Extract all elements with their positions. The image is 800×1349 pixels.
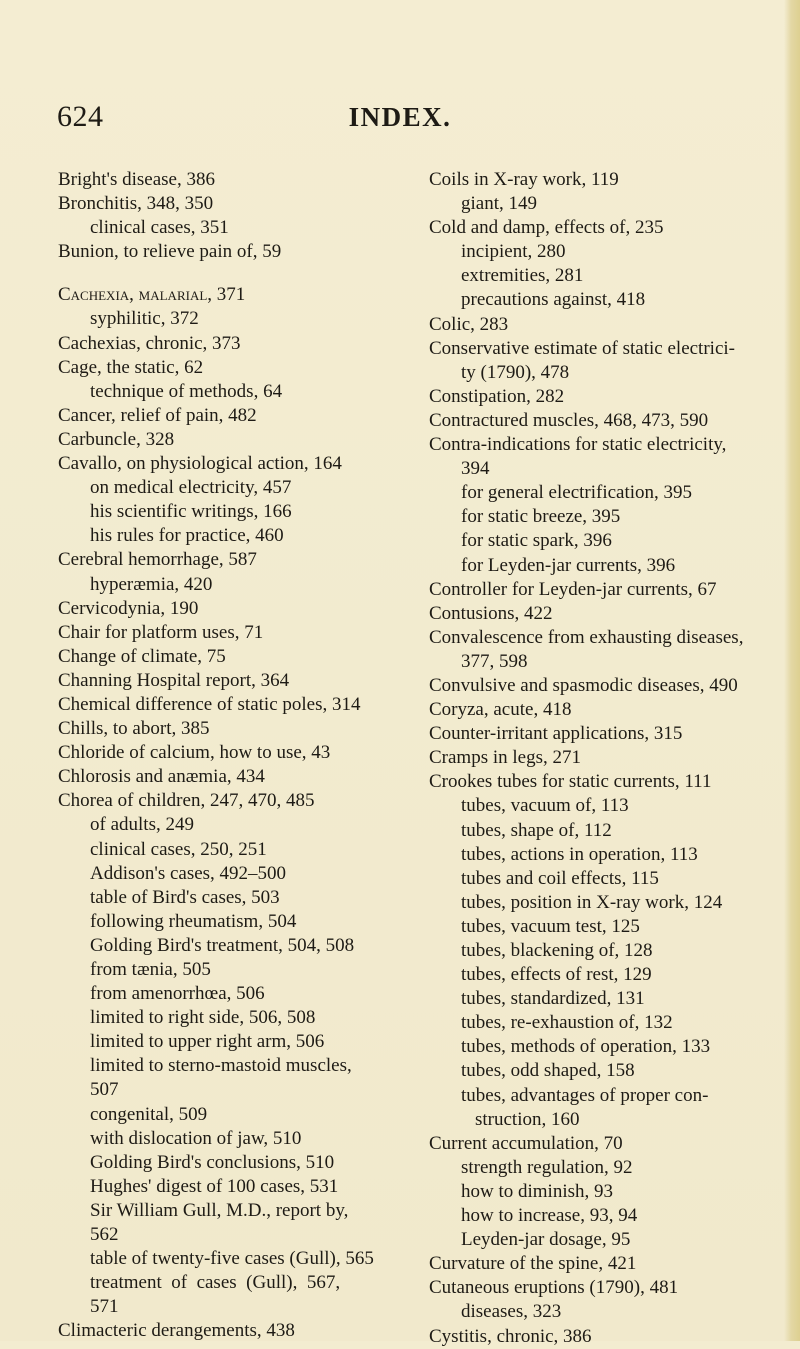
page-number: 624 — [57, 100, 104, 133]
index-entry: Channing Hospital report, 364 — [58, 669, 290, 691]
index-entry: Contusions, 422 — [429, 602, 553, 624]
index-subentry: extremities, 281 — [461, 265, 584, 287]
index-subentry: hyperæmia, 420 — [90, 573, 213, 595]
index-entry: Climacteric derangements, 438 — [58, 1320, 295, 1342]
index-entry: Cervicodynia, 190 — [58, 597, 199, 619]
index-entry: Conservative estimate of static electrici- — [429, 337, 735, 359]
section-gap — [58, 264, 403, 283]
index-subentry: limited to upper right arm, 506 — [90, 1031, 325, 1053]
index-entry: Cystitis, chronic, 386 — [429, 1325, 592, 1347]
index-entry: Cachexias, chronic, 373 — [58, 332, 241, 354]
index-entry: Counter-irritant applications, 315 — [429, 723, 683, 745]
index-subentry: tubes, vacuum test, 125 — [461, 915, 640, 937]
index-entry: Convalescence from exhausting diseases, — [429, 626, 744, 648]
index-entry: Contra-indications for static electricity, — [429, 434, 727, 456]
index-subentry: for static breeze, 395 — [461, 506, 621, 528]
index-entry: Bunion, to relieve pain of, 59 — [58, 241, 282, 263]
index-subentry: table of twenty-five cases (Gull), 565 — [90, 1248, 374, 1270]
index-column-right — [429, 168, 779, 1349]
index-subentry: following rheumatism, 504 — [90, 910, 297, 932]
index-entry: Cerebral hemorrhage, 587 — [58, 549, 257, 571]
index-subentry: 377, 598 — [461, 650, 528, 672]
index-subentry: how to increase, 93, 94 — [461, 1205, 638, 1227]
index-entry: Constipation, 282 — [429, 385, 565, 407]
index-subentry: his scientific writings, 166 — [90, 501, 292, 523]
index-subentry: 507 — [90, 1079, 119, 1101]
index-entry: Carbuncle, 328 — [58, 428, 175, 450]
index-subentry: limited to sterno-mastoid muscles, — [90, 1055, 352, 1077]
index-subentry: his rules for practice, 460 — [90, 525, 284, 547]
index-subentry: table of Bird's cases, 503 — [90, 886, 280, 908]
index-subentry: for Leyden-jar currents, 396 — [461, 554, 676, 576]
page-edge-shadow — [784, 0, 800, 1341]
index-subentry: tubes, methods of operation, 133 — [461, 1036, 711, 1058]
index-entry: Contractured muscles, 468, 473, 590 — [429, 409, 709, 431]
index-subentry: tubes, re-exhaustion of, 132 — [461, 1012, 673, 1034]
index-subentry: clinical cases, 250, 251 — [90, 838, 267, 860]
index-subentry: congenital, 509 — [90, 1103, 208, 1125]
index-subentry: from tænia, 505 — [90, 959, 211, 980]
index-entry: Bright's disease, 386 — [58, 169, 215, 190]
index-entry: Controller for Leyden-jar currents, 67 — [429, 578, 717, 600]
index-subentry: with dislocation of jaw, 510 — [90, 1127, 302, 1149]
index-entry: Coryza, acute, 418 — [429, 699, 572, 721]
index-entry: Cage, the static, 62 — [58, 356, 204, 378]
index-subentry: tubes, shape of, 112 — [461, 819, 612, 841]
index-subentry: on medical electricity, 457 — [90, 477, 292, 499]
index-entry: Bronchitis, 348, 350 — [58, 193, 214, 215]
index-subentry: diseases, 323 — [461, 1301, 562, 1323]
index-subentry: ty (1790), 478 — [461, 361, 570, 383]
index-subentry: tubes, vacuum of, 113 — [461, 795, 629, 817]
index-entry: Chorea of children, 247, 470, 485 — [58, 790, 315, 812]
index-subentry: struction, 160 — [475, 1108, 580, 1130]
index-entry: Chemical difference of static poles, 314 — [58, 693, 361, 715]
index-entry: Current accumulation, 70 — [429, 1132, 623, 1154]
index-subentry: tubes, blackening of, 128 — [461, 940, 653, 961]
index-entry: Chills, to abort, 385 — [58, 718, 210, 740]
index-entry: Coils in X-ray work, 119 — [429, 169, 619, 190]
index-entry: Cold and damp, effects of, 235 — [429, 217, 664, 239]
index-subentry: from amenorrhœa, 506 — [90, 983, 265, 1005]
index-subentry: Sir William Gull, M.D., report by, — [90, 1199, 349, 1221]
index-entry: Convulsive and spasmodic diseases, 490 — [429, 674, 738, 696]
index-entry: Cancer, relief of pain, 482 — [58, 404, 257, 426]
index-subentry: Golding Bird's conclusions, 510 — [90, 1151, 335, 1173]
index-subentry: tubes, standardized, 131 — [461, 988, 645, 1010]
index-subentry: limited to right side, 506, 508 — [90, 1007, 316, 1029]
index-subentry: Addison's cases, 492–500 — [90, 862, 287, 884]
index-entry: Change of climate, 75 — [58, 645, 226, 667]
index-subentry: 394 — [461, 458, 490, 480]
index-subentry: incipient, 280 — [461, 241, 566, 263]
index-subentry: syphilitic, 372 — [90, 308, 199, 330]
index-subentry: tubes, odd shaped, 158 — [461, 1060, 635, 1082]
index-subentry: for static spark, 396 — [461, 530, 612, 552]
index-entry: Chair for platform uses, 71 — [58, 621, 264, 643]
index-subentry: Golding Bird's treatment, 504, 508 — [90, 934, 355, 956]
index-subentry: 571 — [90, 1296, 119, 1318]
index-subentry: 562 — [90, 1224, 119, 1246]
page-header — [0, 100, 800, 144]
index-subentry: tubes and coil effects, 115 — [461, 867, 659, 889]
index-entry: Curvature of the spine, 421 — [429, 1253, 637, 1275]
index-subentry: of adults, 249 — [90, 814, 194, 836]
index-subentry: for general electrification, 395 — [461, 482, 693, 504]
index-entry: Chlorosis and anæmia, 434 — [58, 766, 265, 788]
index-entry: Cramps in legs, 271 — [429, 747, 581, 769]
index-subentry: how to diminish, 93 — [461, 1180, 614, 1202]
index-entry: Cutaneous eruptions (1790), 481 — [429, 1277, 679, 1299]
index-subentry: treatment of cases (Gull), 567, — [90, 1272, 341, 1294]
index-entry: Chloride of calcium, how to use, 43 — [58, 742, 331, 764]
index-subentry: tubes, effects of rest, 129 — [461, 964, 652, 986]
index-subentry: technique of methods, 64 — [90, 380, 283, 402]
index-subentry: Leyden-jar dosage, 95 — [461, 1229, 631, 1251]
index-subentry: Hughes' digest of 100 cases, 531 — [90, 1175, 339, 1197]
index-subentry: tubes, advantages of proper con- — [461, 1084, 709, 1106]
index-subentry: strength regulation, 92 — [461, 1156, 633, 1178]
index-entry: Colic, 283 — [429, 313, 509, 335]
index-column-left — [58, 168, 403, 1344]
index-entry: Cachexia, malarial, 371 — [58, 284, 246, 306]
index-subentry: tubes, position in X-ray work, 124 — [461, 891, 723, 913]
index-subentry: giant, 149 — [461, 193, 537, 215]
index-subentry: precautions against, 418 — [461, 289, 646, 311]
running-head: INDEX. — [348, 102, 452, 132]
index-subentry: tubes, actions in operation, 113 — [461, 843, 698, 865]
index-entry: Crookes tubes for static currents, 111 — [429, 771, 712, 793]
index-entry: Cavallo, on physiological action, 164 — [58, 453, 342, 475]
index-subentry: clinical cases, 351 — [90, 217, 229, 239]
